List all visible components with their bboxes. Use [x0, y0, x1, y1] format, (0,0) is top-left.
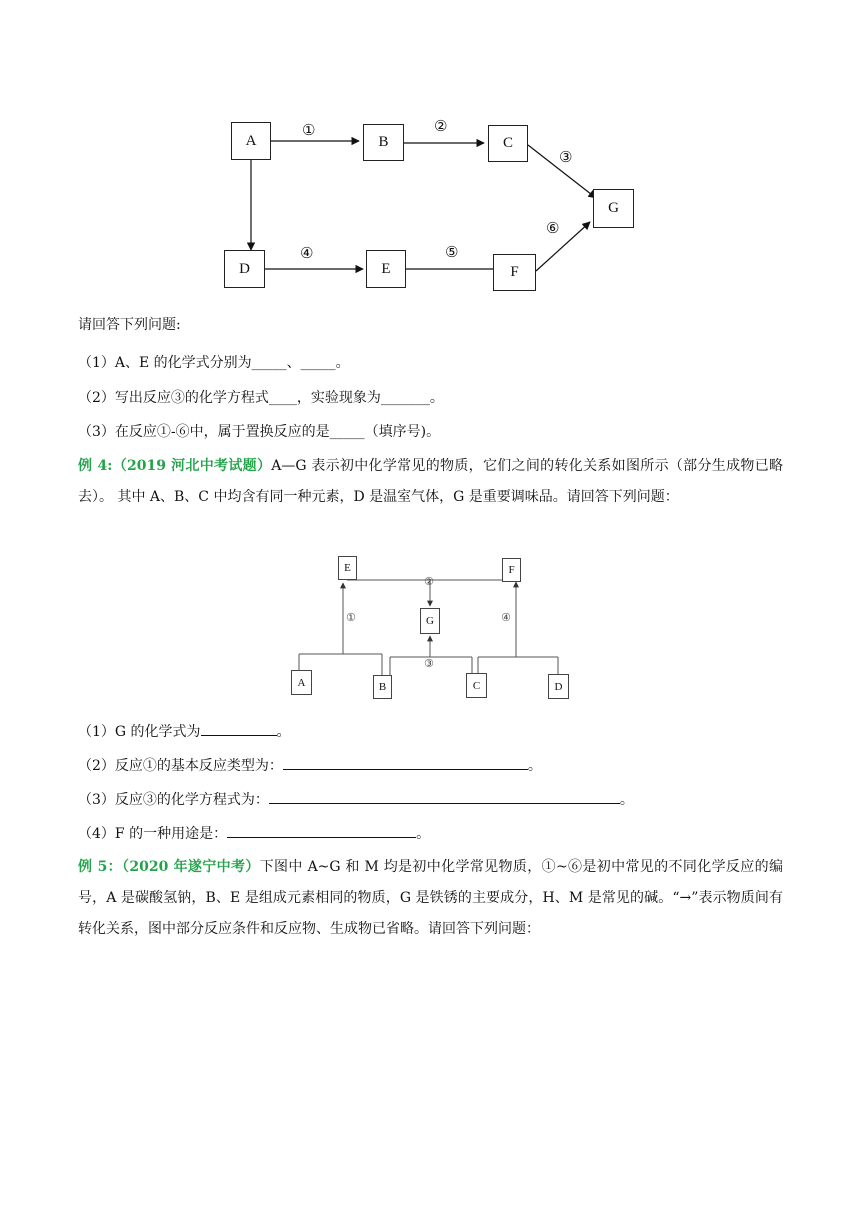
- answer-blank: [283, 755, 528, 770]
- example-5-paragraph: [78, 852, 783, 945]
- box-c: C: [466, 673, 487, 698]
- reaction-number-1: ①: [346, 611, 356, 624]
- box-e: E: [338, 556, 357, 580]
- reaction-number-5: ⑤: [445, 243, 459, 261]
- example-5-label: 例 5：（2020 年遂宁中考）: [78, 859, 260, 875]
- question-1-3: （3）在反应①-⑥中，属于置换反应的是_____（填序号)。: [78, 424, 441, 440]
- box-e: E: [366, 250, 406, 288]
- question-prompt: 请回答下列问题:: [78, 317, 181, 333]
- question-2-2-end: 。: [527, 758, 542, 774]
- question-2-4-text: （4）F 的一种用途是：: [78, 826, 228, 842]
- example-5-text: 下图中 A~G 和 M 均是初中化学常见物质，①~⑥是初中常见的不同化学反应的编号，A 是碳酸氢钠，B、E 是组成元素相同的物质，G 是铁锈的主要成分，H、M 是常见的碱。“→”表示物质间有转化关系，图中部分反应条件和反应物、生成物已省略。请回答下列问题：: [78, 859, 783, 937]
- question-1-1: （1）A、E 的化学式分别为_____、_____。: [78, 355, 350, 371]
- box-g: G: [420, 608, 440, 634]
- answer-blank: [201, 721, 277, 736]
- box-a: A: [291, 670, 312, 695]
- question-1-2: （2）写出反应③的化学方程式____，实验现象为_______。: [78, 390, 444, 406]
- reaction-number-2: ②: [434, 117, 448, 135]
- reaction-number-1: ①: [302, 121, 316, 139]
- question-2-3: [78, 789, 634, 810]
- question-2-3-end: 。: [619, 792, 634, 808]
- answer-blank: [227, 823, 416, 838]
- question-2-4-end: 。: [416, 826, 431, 842]
- reaction-number-3: ③: [424, 657, 434, 670]
- question-2-3-text: （3）反应③的化学方程式为：: [78, 792, 269, 808]
- box-g: G: [593, 189, 634, 228]
- box-d: D: [548, 674, 569, 699]
- reaction-number-2: ②: [424, 575, 434, 588]
- reaction-number-3: ③: [559, 148, 573, 166]
- question-2-1-text: （1）G 的化学式为: [78, 724, 201, 740]
- question-2-4: [78, 823, 430, 844]
- question-2-1-end: 。: [276, 724, 291, 740]
- box-f: F: [502, 558, 521, 582]
- box-c: C: [488, 125, 528, 162]
- answer-blank: [269, 789, 620, 804]
- box-a: A: [231, 122, 271, 160]
- reaction-number-6: ⑥: [546, 219, 560, 237]
- reaction-number-4: ④: [501, 611, 511, 624]
- question-2-2: [78, 755, 542, 776]
- reaction-number-4: ④: [300, 244, 314, 262]
- example-4-text: A—G 表示初中化学常见的物质，它们之间的转化关系如图所示（部分生成物已略去）。 其中 A、B、C 中均含有同一种元素，D 是温室气体，G 是重要调味品。请回答下列问题：: [78, 458, 783, 505]
- box-b: B: [363, 124, 404, 161]
- box-d: D: [224, 250, 265, 288]
- box-f: F: [493, 254, 536, 291]
- example-4-label: 例 4:（2019 河北中考试题）: [78, 458, 272, 474]
- box-b: B: [373, 675, 392, 699]
- question-2-2-text: （2）反应①的基本反应类型为：: [78, 758, 283, 774]
- question-2-1: [78, 721, 291, 742]
